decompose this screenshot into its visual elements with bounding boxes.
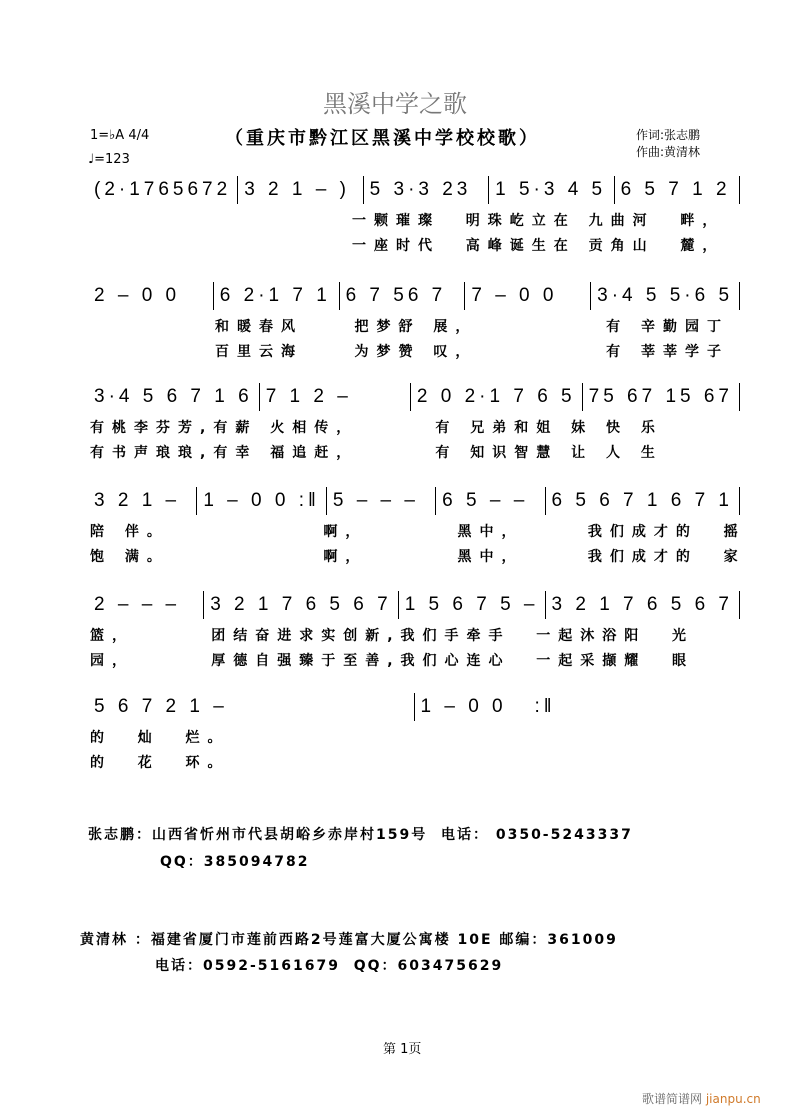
measure: 5 – – – (332, 490, 419, 511)
song-title: 黑溪中学之歌 (323, 90, 467, 118)
bar-line (739, 591, 740, 619)
measure: 1 5·3 4 5 (495, 179, 607, 200)
lyric-verse-2: 一座时代 高峰诞生在 贡角山 麓， (352, 238, 725, 254)
watermark (642, 1090, 761, 1107)
measure: 1 – 0 0 :‖ (203, 490, 320, 511)
music-line (88, 176, 740, 204)
measure: 5 3·3 23 (369, 179, 472, 200)
measure: 6 5 – – (442, 490, 529, 511)
music-line (88, 282, 740, 310)
lyric-verse-2: 的 花 环。 (90, 755, 230, 771)
measure: 6 2·1 7 1 (219, 285, 331, 306)
bar-line (739, 282, 740, 310)
measure: (2·1765672 (94, 179, 232, 200)
measure: 2 – – – (94, 594, 181, 615)
lyric-verse-1: 篮， 团结奋进求实创新,我们手牵手 一起沐浴阳 光 (90, 628, 695, 644)
lyric-verse-2: 园， 厚德自强臻于至善,我们心连心 一起采撷耀 眼 (90, 653, 695, 669)
measure: 3 2 1 7 6 5 6 7 (551, 594, 733, 615)
measure: 7 1 2 – (265, 386, 352, 407)
contact-composer-phone: 电话：0592-5161679 QQ：603475629 (155, 958, 504, 974)
measure: 3 2 1 7 6 5 6 7 (210, 594, 392, 615)
music-line (88, 591, 740, 619)
measure: 6 5 7 1 2 (620, 179, 731, 200)
lyric-verse-2: 有书声琅琅,有幸 福追赶， 有 知识智慧 让 人 生 (90, 445, 663, 461)
composer-credit: 作曲:黄清林 (636, 145, 701, 159)
measure: 5 6 7 2 1 – (94, 696, 228, 717)
watermark-url: jianpu.cn (705, 1092, 761, 1106)
measure: 3 2 1 – (94, 490, 181, 511)
music-line (88, 693, 740, 721)
lyric-verse-1: 有桃李芬芳,有薪 火相传， 有 兄弟和姐 妹 快 乐 (90, 420, 663, 436)
bar-line (739, 383, 740, 411)
measure: 6 5 6 7 1 6 7 1 (551, 490, 733, 511)
measure: 7 – 0 0 (471, 285, 558, 306)
measure: 3·4 5 5·6 5 (597, 285, 734, 306)
measure: 1 5 6 7 5 – (404, 594, 539, 615)
page-number: 第 1页 (383, 1042, 422, 1057)
measure: 6 7 56 7 (345, 285, 447, 306)
measure: 2 – 0 0 (94, 285, 181, 306)
tempo-marking: ♩=123 (88, 152, 130, 167)
music-line (88, 487, 740, 515)
watermark-cn: 歌谱简谱网 (642, 1092, 703, 1106)
key-signature: 1=♭A 4/4 (90, 128, 150, 143)
music-line (88, 383, 740, 411)
lyric-verse-2: 百里云海 为梦赞 叹， 有 莘莘学子 (215, 344, 729, 360)
lyricist-credit: 作词:张志鹏 (636, 128, 701, 142)
contact-composer-address: 黄清林 ：福建省厦门市莲前西路2号莲富大厦公寓楼 10E 邮编：361009 (80, 932, 618, 948)
bar-line (739, 176, 740, 204)
contact-lyricist-address: 张志鹏：山西省忻州市代县胡峪乡赤岸村159号 电话： 0350-5243337 (88, 827, 633, 843)
measure: 3·4 5 6 7 1 6 (94, 386, 253, 407)
lyric-verse-2: 饱 满。 啊， 黑中， 我们成才的 家 (90, 549, 746, 565)
lyric-verse-1: 和暖春风 把梦舒 展， 有 辛勤园丁 (215, 319, 729, 335)
lyric-verse-1: 一颗璀璨 明珠屹立在 九曲河 畔， (352, 213, 725, 229)
lyric-verse-1: 陪 伴。 啊， 黑中， 我们成才的 摇 (90, 524, 746, 540)
measure: 2 0 2·1 7 6 5 (416, 386, 576, 407)
song-subtitle: （重庆市黔江区黑溪中学校校歌） (225, 128, 540, 149)
contact-lyricist-qq: QQ：385094782 (160, 854, 310, 870)
measure: 75 67 15 67 (588, 386, 733, 407)
lyric-verse-1: 的 灿 烂。 (90, 730, 230, 746)
measure: 1 – 0 0 :‖ (420, 696, 556, 717)
bar-line (739, 487, 740, 515)
measure: 3 2 1 – ) (244, 179, 350, 200)
